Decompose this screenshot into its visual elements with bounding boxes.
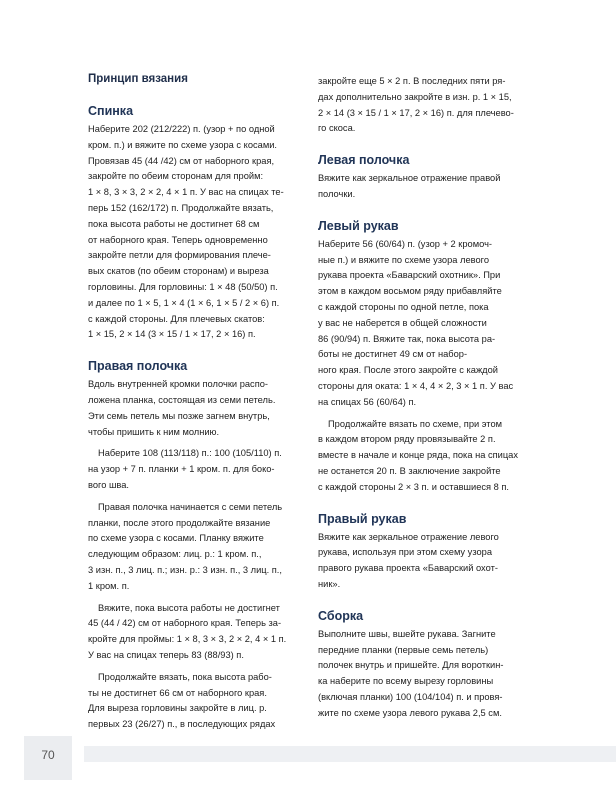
section-left-front	[318, 152, 548, 203]
text-line: с каждой стороны по одной петле, пока	[318, 301, 489, 312]
text-line: рукава, используя при этом схему узора	[318, 547, 492, 558]
text-line: на спицах 56 (60/64) п.	[318, 396, 417, 407]
assembly-text	[318, 627, 548, 722]
text-line: чтобы пришить к ним молнию.	[88, 426, 220, 437]
text-line: Продолжайте вязать, пока высота рабо-	[98, 671, 272, 682]
right-front-para-2	[88, 446, 316, 493]
section-right-sleeve	[318, 511, 548, 593]
assembly-title: Сборка	[318, 608, 364, 623]
text-line: Выполните швы, вшейте рукава. Загните	[318, 628, 496, 639]
section-left-sleeve	[318, 218, 548, 496]
right-column	[318, 74, 548, 737]
text-line: Продолжайте вязать по схеме, при этом	[328, 418, 503, 429]
text-line: ложена планка, состоящая из семи петель.	[88, 394, 276, 405]
text-line: кром. п.) и вяжите по схеме узора с косами.	[88, 139, 277, 150]
text-line: рукава проекта «Баварский охотник». При	[318, 270, 501, 281]
text-line: ка наберите по всему вырезу горловины	[318, 676, 494, 687]
text-line: Для выреза горловины закройте в лиц. р.	[88, 703, 267, 714]
text-line: 1 × 8, 3 × 3, 2 × 2, 4 × 1 п. У вас на спицах те-	[88, 187, 284, 198]
left-sleeve-para-2	[318, 417, 548, 496]
text-line: в каждом втором ряду провязывайте 2 п.	[318, 434, 496, 445]
text-line: Правая полочка начинается с семи петель	[98, 501, 283, 512]
text-line: и далее по 1 × 5, 1 × 4 (1 × 6, 1 × 5 / 2 × 6) п.	[88, 297, 280, 308]
text-line: правого рукава проекта «Баварский охот-	[318, 563, 498, 574]
text-line: перь 152 (162/172) п. Продолжайте вязать,	[88, 202, 274, 213]
text-line: 3 изн. п., 3 лиц. п.; изн. р.: 3 изн. п., 3 лиц. п.,	[88, 564, 282, 575]
right-sleeve-title: Правый рукав	[318, 511, 407, 526]
continued-text	[318, 74, 548, 137]
text-line: 2 × 14 (3 × 15 / 1 × 17, 2 × 16) п. для плечево-	[318, 107, 514, 118]
principle-heading: Принцип вязания	[88, 73, 188, 85]
text-line: стороны для оката: 1 × 4, 4 × 2, 3 × 1 п. У вас	[318, 380, 514, 391]
text-line: на узор + 7 п. планки + 1 кром. п. для боко-	[88, 464, 275, 475]
text-line: от наборного края. Теперь одновременно	[88, 234, 268, 245]
text-line: ные п.) и вяжите по схеме узора левого	[318, 254, 489, 265]
text-line: Вяжите как зеркальное отражение левого	[318, 531, 499, 542]
right-front-para-3	[88, 500, 316, 595]
right-front-para-1	[88, 377, 316, 440]
text-line: Провязав 45 (44 /42) см от наборного края,	[88, 155, 275, 166]
text-line: (включая планки) 100 (104/104) п. и провя-	[318, 691, 503, 702]
text-line: ного края. После этого закройте с каждой	[318, 365, 498, 376]
continued-para	[318, 74, 548, 137]
left-front-text	[318, 171, 548, 203]
text-line: Вяжите, пока высота работы не достигнет	[98, 602, 280, 613]
section-assembly	[318, 608, 548, 722]
text-line: пока высота работы не достигнет 68 см	[88, 218, 260, 229]
text-line: 86 (90/94) п. Вяжите так, пока высота ра-	[318, 333, 496, 344]
text-line: 1 × 15, 2 × 14 (3 × 15 / 1 × 17, 2 × 16) п.	[88, 329, 256, 340]
text-line: кройте для проймы: 1 × 8, 3 × 3, 2 × 2, 4 × 1 п.	[88, 634, 287, 645]
text-line: закройте петли для формирования плече-	[88, 250, 271, 261]
text-line: этом в каждом восьмом ряду прибавляйте	[318, 286, 502, 297]
text-line: первых 23 (26/27) п., в последующих рядах	[88, 719, 276, 730]
text-line: Наберите 108 (113/118) п.: 100 (105/110) п.	[98, 448, 282, 459]
back-text	[88, 122, 316, 343]
text-line: ты не достигнет 66 см от наборного края.	[88, 687, 267, 698]
text-line: Вяжите как зеркальное отражение правой	[318, 173, 501, 184]
text-line: дах дополнительно закройте в изн. р. 1 × 15,	[318, 91, 512, 102]
text-line: вого шва.	[88, 479, 129, 490]
text-line: горловины. Для горловины: 1 × 48 (50/50) п.	[88, 281, 278, 292]
text-line: Наберите 202 (212/222) п. (узор + по одной	[88, 124, 275, 134]
text-line: не останется 20 п. В заключение закройте	[318, 465, 501, 476]
left-column	[88, 72, 316, 748]
text-line: планки, после этого продолжайте вязание	[88, 517, 271, 528]
text-line: 45 (44 / 42) см от наборного края. Теперь за-	[88, 618, 282, 629]
text-line: следующим образом: лиц. р.: 1 кром. п.,	[88, 549, 262, 560]
back-title: Спинка	[88, 104, 134, 118]
text-line: по схеме узора с косами. Планку вяжите	[88, 533, 264, 544]
text-line: Вдоль внутренней кромки полочки распо-	[88, 379, 268, 390]
text-line: полочек внутрь и пришейте. Для вороткин-	[318, 660, 504, 671]
text-line: закройте по обеим сторонам для пройм:	[88, 171, 264, 182]
footer-bar	[84, 746, 616, 762]
section-back	[88, 103, 316, 343]
text-line: жите по схеме узора левого рукава 2,5 см.	[318, 707, 502, 718]
right-front-title: Правая полочка	[88, 359, 188, 374]
left-front-title: Левая полочка	[318, 153, 410, 168]
right-front-para-5	[88, 670, 316, 733]
page-number: 70	[41, 748, 55, 762]
right-front-para-4	[88, 601, 316, 664]
text-line: с каждой стороны 2 × 3 п. и оставшиеся 8 п.	[318, 481, 510, 492]
text-line: Эти семь петель мы позже загнем внутрь,	[88, 410, 270, 421]
text-line: боты не достигнет 49 см от набор-	[318, 349, 468, 360]
text-line: ник».	[318, 578, 341, 589]
text-line: 1 кром. п.	[88, 580, 130, 591]
section-right-front	[88, 358, 316, 733]
text-line: закройте еще 5 × 2 п. В последних пяти ря-	[318, 76, 506, 86]
left-sleeve-title: Левый рукав	[318, 218, 399, 233]
text-line: вых скатов (по обеим сторонам) и выреза	[88, 266, 269, 277]
text-line: У вас на спицах теперь 83 (88/93) п.	[88, 649, 244, 660]
text-line: Наберите 56 (60/64) п. (узор + 2 кромоч-	[318, 238, 493, 249]
text-line: го скоса.	[318, 123, 356, 134]
text-line: полочки.	[318, 188, 356, 199]
right-sleeve-text	[318, 530, 548, 593]
text-line: вместе в начале и конце ряда, пока на спицах	[318, 450, 518, 461]
text-line: у вас не наберется в общей сложности	[318, 317, 487, 328]
left-sleeve-para-1	[318, 237, 548, 411]
text-line: с каждой стороны. Для плечевых скатов:	[88, 313, 265, 324]
text-line: передние планки (первые семь петель)	[318, 644, 489, 655]
